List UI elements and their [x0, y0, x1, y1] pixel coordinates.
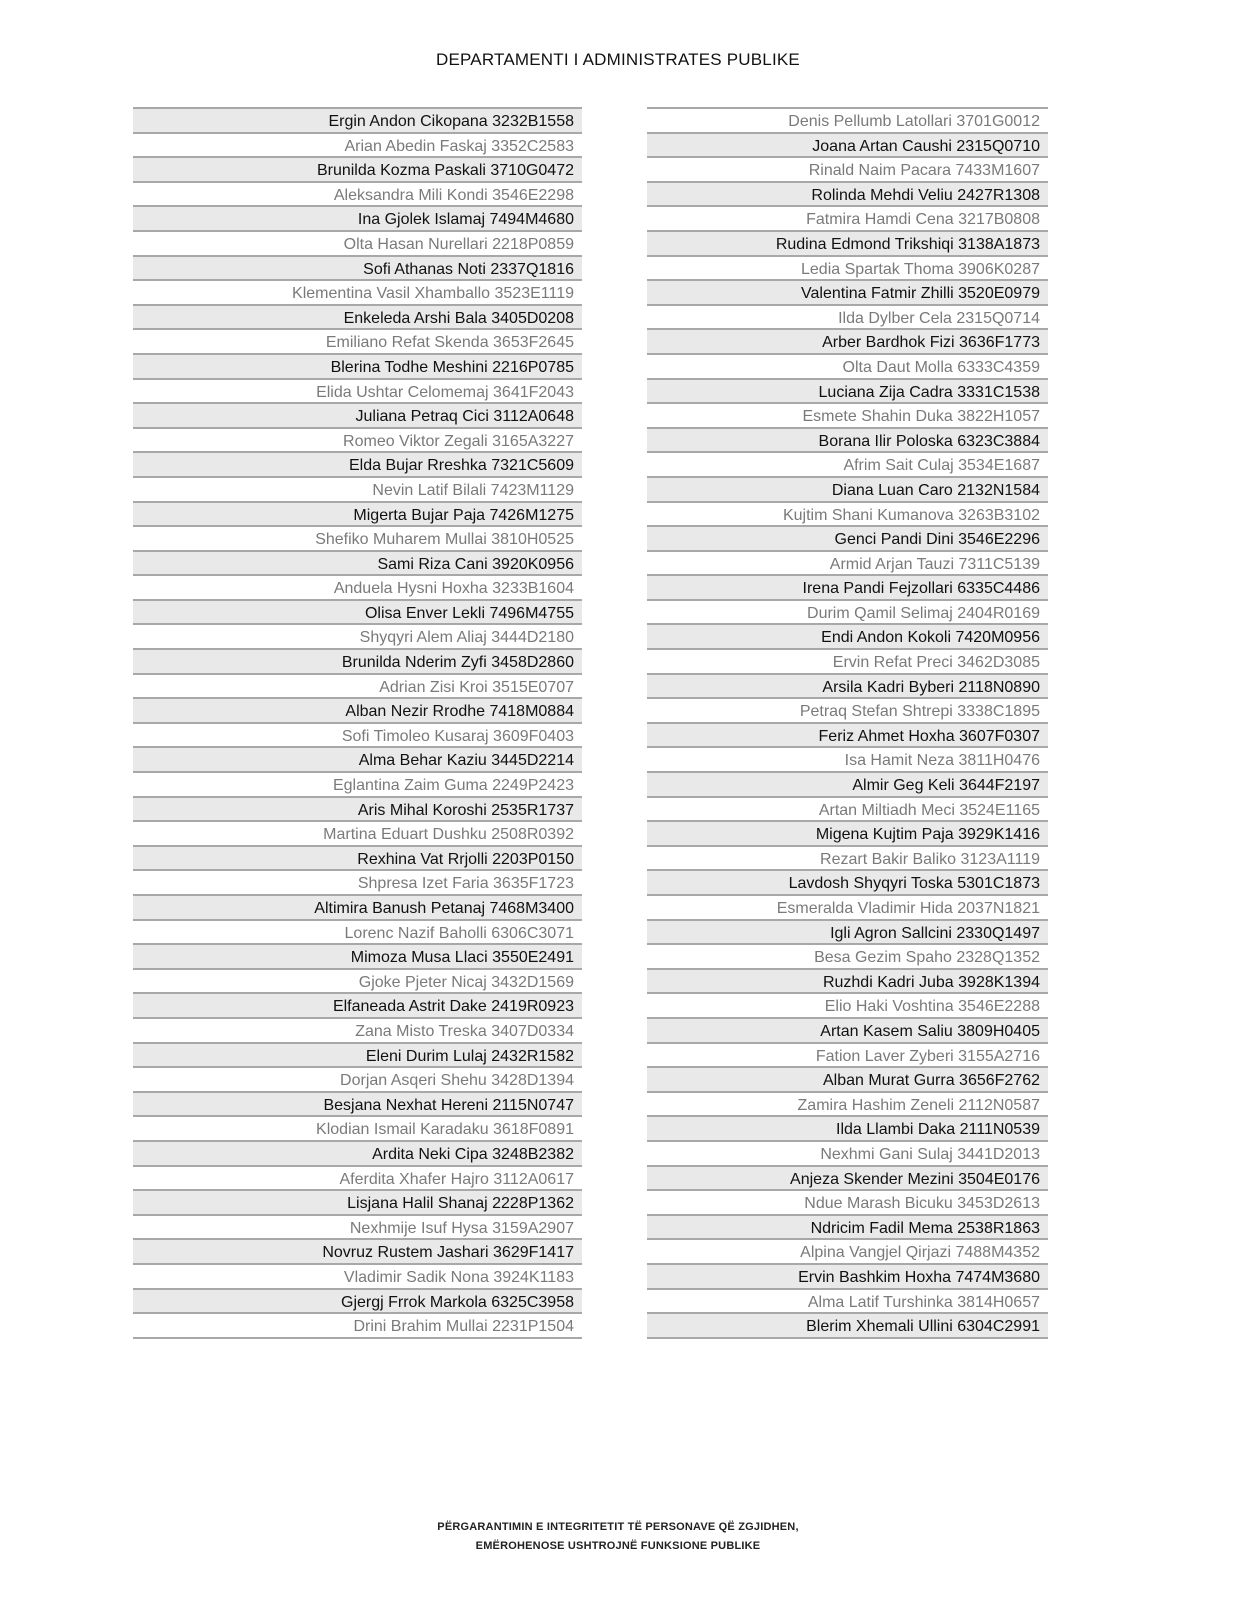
list-item: Shpresa Izet Faria 3635F1723: [133, 871, 582, 896]
list-item: Elfaneada Astrit Dake 2419R0923: [133, 994, 582, 1019]
list-item: Valentina Fatmir Zhilli 3520E0979: [647, 281, 1048, 306]
list-item: Afrim Sait Culaj 3534E1687: [647, 453, 1048, 478]
list-item: Almir Geg Keli 3644F2197: [647, 773, 1048, 798]
list-item: Lorenc Nazif Baholli 6306C3071: [133, 921, 582, 946]
list-item: Genci Pandi Dini 3546E2296: [647, 527, 1048, 552]
list-item: Besjana Nexhat Hereni 2115N0747: [133, 1093, 582, 1118]
list-item: Drini Brahim Mullai 2231P1504: [133, 1314, 582, 1339]
list-item: Luciana Zija Cadra 3331C1538: [647, 380, 1048, 405]
list-item: Rexhina Vat Rrjolli 2203P0150: [133, 847, 582, 872]
list-item: Sofi Athanas Noti 2337Q1816: [133, 257, 582, 282]
list-item: Arian Abedin Faskaj 3352C2583: [133, 134, 582, 159]
list-item: Artan Kasem Saliu 3809H0405: [647, 1019, 1048, 1044]
list-item: Emiliano Refat Skenda 3653F2645: [133, 330, 582, 355]
list-item: Ilda Dylber Cela 2315Q0714: [647, 306, 1048, 331]
list-item: Migena Kujtim Paja 3929K1416: [647, 822, 1048, 847]
list-item: Esmete Shahin Duka 3822H1057: [647, 404, 1048, 429]
list-item: Besa Gezim Spaho 2328Q1352: [647, 945, 1048, 970]
list-item: Aris Mihal Koroshi 2535R1737: [133, 798, 582, 823]
page-title: DEPARTAMENTI I ADMINISTRATES PUBLIKE: [436, 50, 800, 69]
list-item: Endi Andon Kokoli 7420M0956: [647, 625, 1048, 650]
list-item: Novruz Rustem Jashari 3629F1417: [133, 1240, 582, 1265]
footer-line-2: EMËROHENOSE USHTROJNË FUNKSIONE PUBLIKE: [475, 1540, 761, 1552]
list-item: Adrian Zisi Kroi 3515E0707: [133, 675, 582, 700]
list-item: Fation Laver Zyberi 3155A2716: [647, 1044, 1048, 1069]
list-item: Sami Riza Cani 3920K0956: [133, 552, 582, 577]
list-item: Kujtim Shani Kumanova 3263B3102: [647, 503, 1048, 528]
list-item: Feriz Ahmet Hoxha 3607F0307: [647, 724, 1048, 749]
footer-line-1: PËRGARANTIMIN E INTEGRITETIT TË PERSONAVE QË ZGJIDHEN,: [437, 1521, 799, 1533]
list-item: Lisjana Halil Shanaj 2228P1362: [133, 1191, 582, 1216]
list-item: Arsila Kadri Byberi 2118N0890: [647, 675, 1048, 700]
list-item: Shefiko Muharem Mullai 3810H0525: [133, 527, 582, 552]
list-item: Anjeza Skender Mezini 3504E0176: [647, 1167, 1048, 1192]
list-item: Nexhmije Isuf Hysa 3159A2907: [133, 1216, 582, 1241]
list-item: Enkeleda Arshi Bala 3405D0208: [133, 306, 582, 331]
list-item: Lavdosh Shyqyri Toska 5301C1873: [647, 871, 1048, 896]
list-item: Igli Agron Sallcini 2330Q1497: [647, 921, 1048, 946]
list-item: Ervin Refat Preci 3462D3085: [647, 650, 1048, 675]
list-item: Fatmira Hamdi Cena 3217B0808: [647, 207, 1048, 232]
list-item: Alma Latif Turshinka 3814H0657: [647, 1290, 1048, 1315]
list-item: Rolinda Mehdi Veliu 2427R1308: [647, 183, 1048, 208]
list-item: Ervin Bashkim Hoxha 7474M3680: [647, 1265, 1048, 1290]
list-item: Olisa Enver Lekli 7496M4755: [133, 601, 582, 626]
list-item: Klementina Vasil Xhamballo 3523E1119: [133, 281, 582, 306]
list-item: Zana Misto Treska 3407D0334: [133, 1019, 582, 1044]
list-item: Esmeralda Vladimir Hida 2037N1821: [647, 896, 1048, 921]
list-item: Eleni Durim Lulaj 2432R1582: [133, 1044, 582, 1069]
list-item: Aleksandra Mili Kondi 3546E2298: [133, 183, 582, 208]
list-item: Dorjan Asqeri Shehu 3428D1394: [133, 1068, 582, 1093]
list-item: Ndricim Fadil Mema 2538R1863: [647, 1216, 1048, 1241]
list-item: Blerim Xhemali Ullini 6304C2991: [647, 1314, 1048, 1339]
list-item: Petraq Stefan Shtrepi 3338C1895: [647, 699, 1048, 724]
list-item: Alma Behar Kaziu 3445D2214: [133, 748, 582, 773]
list-item: Mimoza Musa Llaci 3550E2491: [133, 945, 582, 970]
list-item: Rudina Edmond Trikshiqi 3138A1873: [647, 232, 1048, 257]
list-item: Vladimir Sadik Nona 3924K1183: [133, 1265, 582, 1290]
list-item: Joana Artan Caushi 2315Q0710: [647, 134, 1048, 159]
list-item: Armid Arjan Tauzi 7311C5139: [647, 552, 1048, 577]
list-item: Blerina Todhe Meshini 2216P0785: [133, 355, 582, 380]
right-column-list: [647, 107, 1048, 1339]
list-item: Klodian Ismail Karadaku 3618F0891: [133, 1117, 582, 1142]
list-item: Olta Hasan Nurellari 2218P0859: [133, 232, 582, 257]
list-item: Isa Hamit Neza 3811H0476: [647, 748, 1048, 773]
list-item: Anduela Hysni Hoxha 3233B1604: [133, 576, 582, 601]
list-item: Olta Daut Molla 6333C4359: [647, 355, 1048, 380]
list-item: Durim Qamil Selimaj 2404R0169: [647, 601, 1048, 626]
list-item: Zamira Hashim Zeneli 2112N0587: [647, 1093, 1048, 1118]
list-item: Alban Murat Gurra 3656F2762: [647, 1068, 1048, 1093]
list-item: Irena Pandi Fejzollari 6335C4486: [647, 576, 1048, 601]
list-item: Juliana Petraq Cici 3112A0648: [133, 404, 582, 429]
left-column-list: [133, 107, 582, 1339]
list-item: Migerta Bujar Paja 7426M1275: [133, 503, 582, 528]
list-item: Elida Ushtar Celomemaj 3641F2043: [133, 380, 582, 405]
list-item: Martina Eduart Dushku 2508R0392: [133, 822, 582, 847]
list-item: Ruzhdi Kadri Juba 3928K1394: [647, 970, 1048, 995]
list-item: Eglantina Zaim Guma 2249P2423: [133, 773, 582, 798]
list-item: Ardita Neki Cipa 3248B2382: [133, 1142, 582, 1167]
list-item: Ledia Spartak Thoma 3906K0287: [647, 257, 1048, 282]
list-item: Nevin Latif Bilali 7423M1129: [133, 478, 582, 503]
list-item: Elda Bujar Rreshka 7321C5609: [133, 453, 582, 478]
list-item: Ina Gjolek Islamaj 7494M4680: [133, 207, 582, 232]
list-item: Nexhmi Gani Sulaj 3441D2013: [647, 1142, 1048, 1167]
list-item: Sofi Timoleo Kusaraj 3609F0403: [133, 724, 582, 749]
list-item: Arber Bardhok Fizi 3636F1773: [647, 330, 1048, 355]
list-item: Altimira Banush Petanaj 7468M3400: [133, 896, 582, 921]
list-item: Artan Miltiadh Meci 3524E1165: [647, 798, 1048, 823]
list-item: Denis Pellumb Latollari 3701G0012: [647, 109, 1048, 134]
list-item: Ndue Marash Bicuku 3453D2613: [647, 1191, 1048, 1216]
list-item: Ergin Andon Cikopana 3232B1558: [133, 109, 582, 134]
list-item: Alpina Vangjel Qirjazi 7488M4352: [647, 1240, 1048, 1265]
list-item: Brunilda Kozma Paskali 3710G0472: [133, 158, 582, 183]
list-item: Alban Nezir Rrodhe 7418M0884: [133, 699, 582, 724]
list-item: Brunilda Nderim Zyfi 3458D2860: [133, 650, 582, 675]
list-item: Elio Haki Voshtina 3546E2288: [647, 994, 1048, 1019]
list-item: Rezart Bakir Baliko 3123A1119: [647, 847, 1048, 872]
list-item: Gjergj Frrok Markola 6325C3958: [133, 1290, 582, 1315]
list-item: Ilda Llambi Daka 2111N0539: [647, 1117, 1048, 1142]
list-item: Rinald Naim Pacara 7433M1607: [647, 158, 1048, 183]
list-item: Shyqyri Alem Aliaj 3444D2180: [133, 625, 582, 650]
footer: [0, 1518, 1236, 1556]
list-item: Diana Luan Caro 2132N1584: [647, 478, 1048, 503]
list-item: Borana Ilir Poloska 6323C3884: [647, 429, 1048, 454]
list-item: Gjoke Pjeter Nicaj 3432D1569: [133, 970, 582, 995]
list-item: Romeo Viktor Zegali 3165A3227: [133, 429, 582, 454]
list-item: Aferdita Xhafer Hajro 3112A0617: [133, 1167, 582, 1192]
